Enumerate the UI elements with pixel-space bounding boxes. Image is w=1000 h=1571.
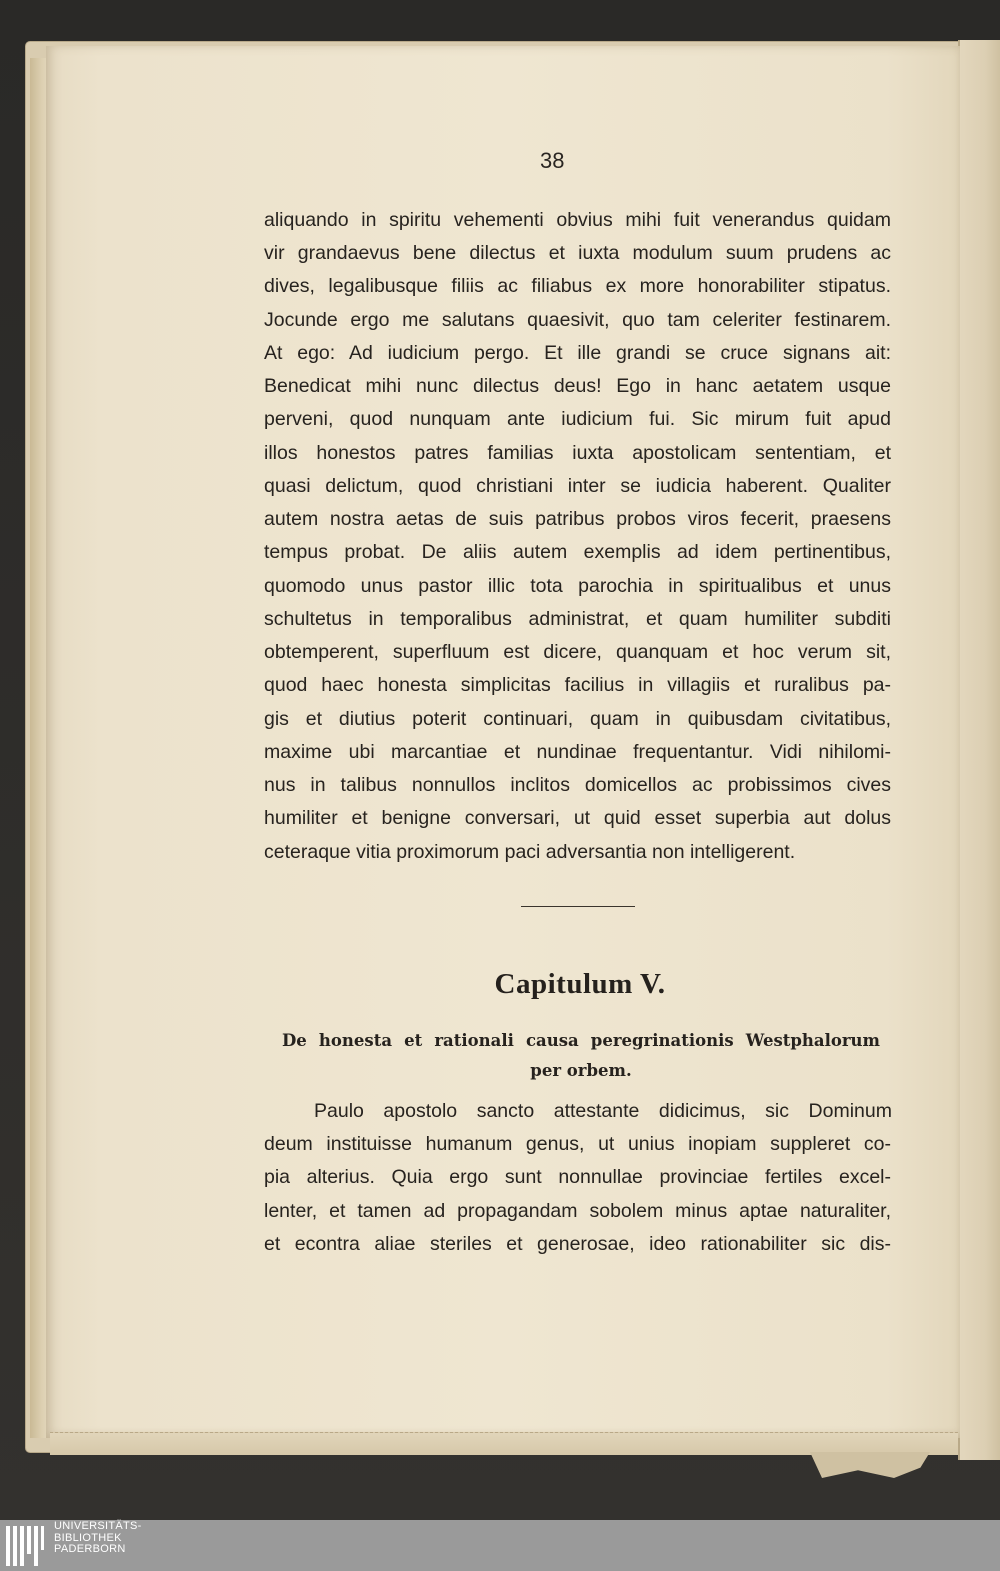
text-line: ceteraque vitia proximorum paci adversantia non intelligerent. bbox=[264, 841, 796, 863]
text-line: obtemperent, superfluum est dicere, quanquam et hoc verum sit, bbox=[264, 641, 891, 663]
text-line: Benedicat mihi nunc dilectus deus! Ego in hanc aetatem usque bbox=[264, 375, 891, 397]
chapter-title: Capitulum V. bbox=[494, 968, 666, 1000]
text-line: lenter, et tamen ad propagandam sobolem minus aptae naturaliter, bbox=[264, 1200, 891, 1222]
logo-line: PADERBORN bbox=[54, 1543, 126, 1555]
text-line: tempus probat. De aliis autem exemplis ad idem pertinentibus, bbox=[264, 541, 891, 563]
library-barcode-logo-icon bbox=[6, 1526, 46, 1566]
text-line: pia alterius. Quia ergo sunt nonnullae provinciae fertiles excel- bbox=[264, 1166, 891, 1188]
text-line: quomodo unus pastor illic tota parochia in spiritualibus et unus bbox=[264, 575, 891, 597]
text-line: maxime ubi marcantiae et nundinae frequentantur. Vidi nihilomi- bbox=[264, 741, 891, 763]
text-line: perveni, quod nunquam ante iudicium fui. Sic mirum fuit apud bbox=[264, 408, 891, 430]
text-line: quasi delictum, quod christiani inter se iudicia haberent. Qualiter bbox=[264, 475, 891, 497]
text-line: Jocunde ergo me salutans quaesivit, quo tam celeriter festinarem. bbox=[264, 309, 891, 331]
text-line: autem nostra aetas de suis patribus probos viros fecerit, praesens bbox=[264, 508, 891, 530]
logo-line: BIBLIOTHEK bbox=[54, 1531, 122, 1544]
section-divider bbox=[521, 906, 635, 907]
text-line: Paulo apostolo sancto attestante didicimus, sic Dominum bbox=[314, 1100, 892, 1122]
library-logo-text bbox=[54, 1521, 142, 1556]
text-line: quod haec honesta simplicitas facilius in villagiis et ruralibus pa- bbox=[264, 674, 891, 696]
page-number: 38 bbox=[540, 148, 565, 173]
chapter-subtitle-cont: per orbem. bbox=[530, 1061, 632, 1080]
text-line: deum instituisse humanum genus, ut unius inopiam suppleret co- bbox=[264, 1133, 891, 1155]
text-line: gis et diutius poterit continuari, quam in quibusdam civitatibus, bbox=[264, 708, 891, 730]
text-line: dives, legalibusque filiis ac filiabus ex more honorabiliter stipatus. bbox=[264, 275, 891, 297]
text-line: aliquando in spiritu vehementi obvius mihi fuit venerandus quidam bbox=[264, 209, 891, 231]
chapter-subtitle: De honesta et rationali causa peregrinationis Westphalorum bbox=[282, 1031, 880, 1050]
text-line: et econtra aliae steriles et generosae, ideo rationabiliter sic dis- bbox=[264, 1233, 891, 1255]
logo-line: UNIVERSITÄTS- bbox=[54, 1520, 142, 1532]
text-line: At ego: Ad iudicium pergo. Et ille grandi se cruce signans ait: bbox=[264, 342, 891, 364]
text-line: nus in talibus nonnullos inclitos domicellos ac probissimos cives bbox=[264, 774, 891, 796]
right-page-edge bbox=[958, 40, 1000, 1460]
footer-bar bbox=[0, 1520, 1000, 1571]
text-line: schultetus in temporalibus administrat, et quam humiliter subditi bbox=[264, 608, 891, 630]
bottom-page-edge bbox=[50, 1432, 958, 1455]
text-line: illos honestos patres familias iuxta apostolicam sententiam, et bbox=[264, 442, 891, 464]
text-line: vir grandaevus bene dilectus et iuxta modulum suum prudens ac bbox=[264, 242, 891, 264]
text-line: humiliter et benigne conversari, ut quid esset superbia aut dolus bbox=[264, 807, 891, 829]
